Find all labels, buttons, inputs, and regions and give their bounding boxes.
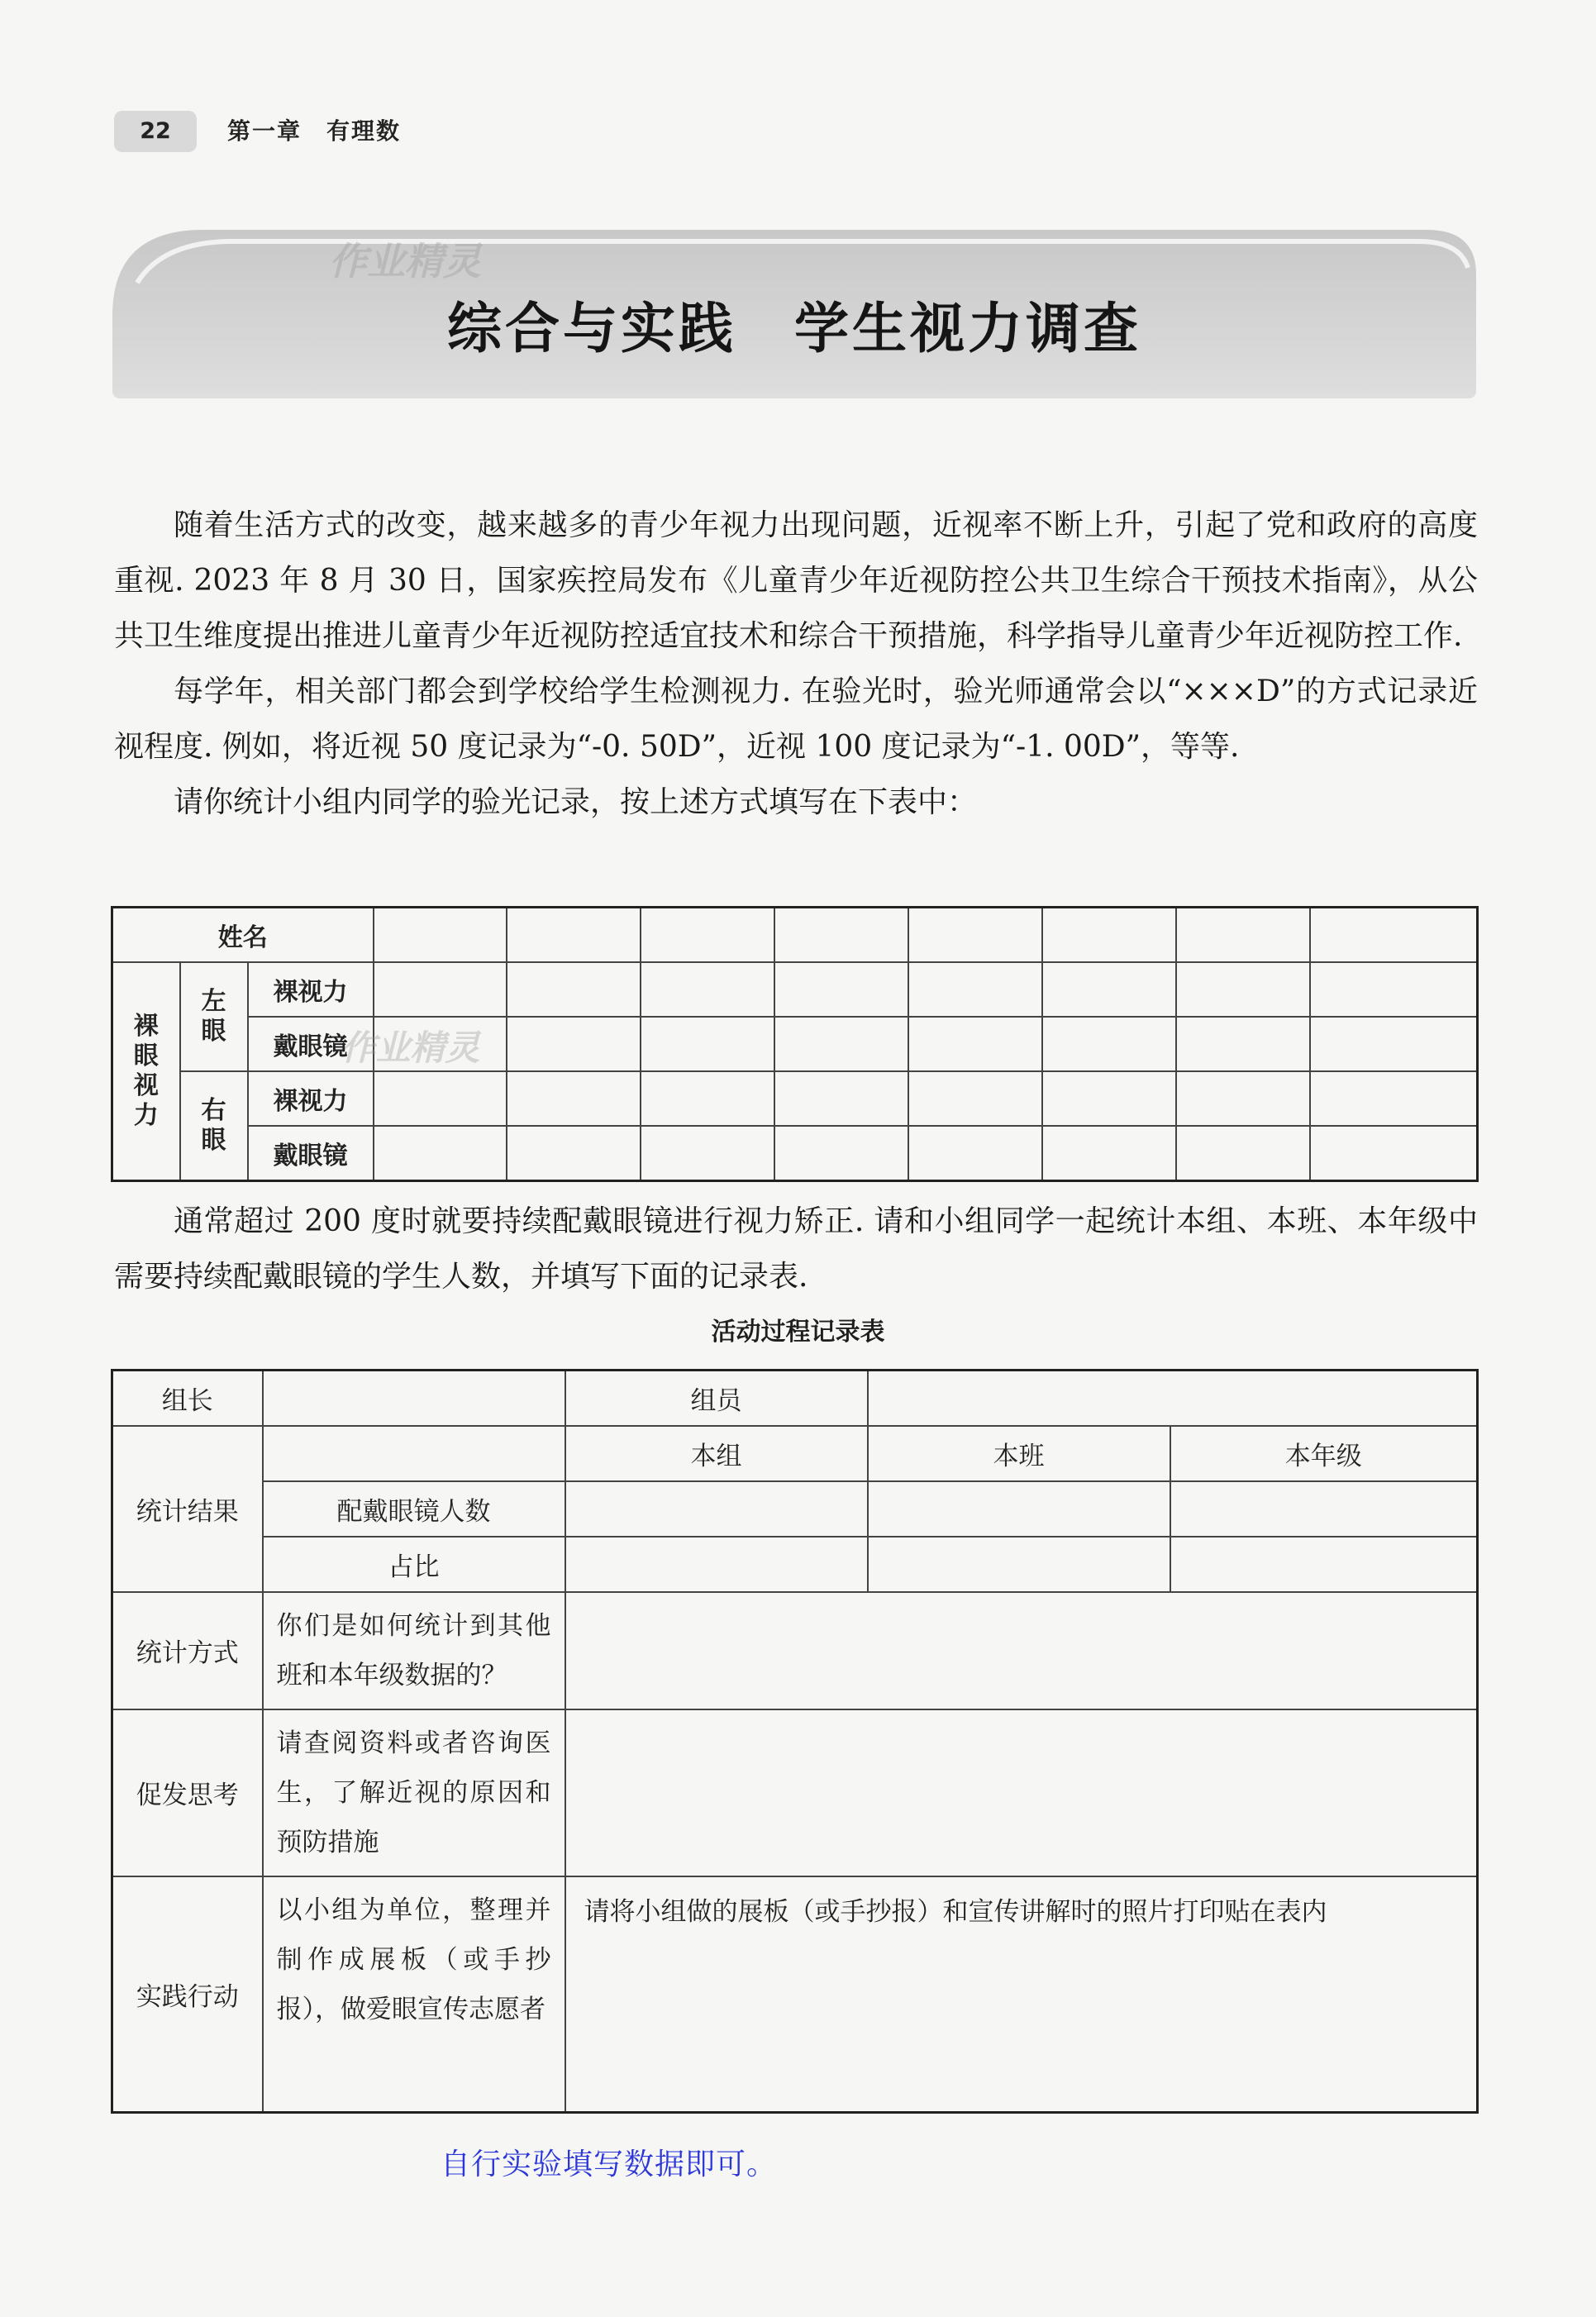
value-cell[interactable] bbox=[908, 1126, 1042, 1181]
stats-method-label: 统计方式 bbox=[112, 1592, 263, 1709]
glasses-label: 戴眼镜 bbox=[248, 1017, 374, 1071]
intro-paragraph-1: 随着生活方式的改变，越来越多的青少年视力出现问题，近视率不断上升，引起了党和政府的高度重视. 2023 年 8 月 30 日，国家疾控局发布《儿童青少年近视防控公共卫生综合干预技术指南》，从公共卫生维度提出推进儿童青少年近视防控适宜技术和综合干预措施，科学指导儿童青少年近视防控工作. bbox=[114, 508, 1478, 653]
name-cell[interactable] bbox=[908, 908, 1042, 963]
stats-result-label: 统计结果 bbox=[112, 1426, 263, 1592]
naked-vision-label: 裸 眼 视 力 bbox=[112, 962, 180, 1181]
value-cell[interactable] bbox=[641, 1126, 774, 1181]
practice-note[interactable]: 请将小组做的展板（或手抄报）和宣传讲解时的照片打印贴在表内 bbox=[565, 1876, 1478, 2113]
col-grade-header: 本年级 bbox=[1170, 1426, 1478, 1481]
value-cell[interactable] bbox=[507, 962, 641, 1017]
value-cell[interactable] bbox=[1176, 1017, 1310, 1071]
table-row bbox=[112, 962, 1478, 1017]
value-cell[interactable] bbox=[1310, 1017, 1477, 1071]
name-cell[interactable] bbox=[507, 908, 641, 963]
value-cell[interactable] bbox=[507, 1071, 641, 1126]
value-cell[interactable] bbox=[774, 962, 908, 1017]
value-cell[interactable] bbox=[908, 962, 1042, 1017]
value-cell[interactable] bbox=[774, 1071, 908, 1126]
blank-header-cell bbox=[263, 1426, 565, 1481]
naked-label: 裸视力 bbox=[248, 962, 374, 1017]
practice-label: 实践行动 bbox=[112, 1876, 263, 2113]
value-cell[interactable] bbox=[641, 1017, 774, 1071]
naked-label: 裸视力 bbox=[248, 1071, 374, 1126]
value-cell[interactable] bbox=[507, 1126, 641, 1181]
reflection-question: 请查阅资料或者咨询医生，了解近视的原因和预防措施 bbox=[263, 1709, 565, 1876]
intro-paragraph-3: 请你统计小组内同学的验光记录，按上述方式填写在下表中： bbox=[174, 785, 978, 819]
value-cell[interactable] bbox=[774, 1017, 908, 1071]
table-row bbox=[112, 1537, 1478, 1592]
value-cell[interactable] bbox=[1170, 1537, 1478, 1592]
chapter-title: 第一章 有理数 bbox=[227, 117, 402, 145]
value-cell[interactable] bbox=[1176, 1126, 1310, 1181]
name-cell[interactable] bbox=[1042, 908, 1176, 963]
table-row bbox=[112, 1126, 1478, 1181]
members-label: 组员 bbox=[565, 1371, 868, 1426]
answer-note: 自行实验填写数据即可。 bbox=[441, 2148, 778, 2181]
name-cell[interactable] bbox=[1310, 908, 1477, 963]
value-cell[interactable] bbox=[868, 1481, 1170, 1537]
vision-record-table bbox=[111, 906, 1479, 1182]
ratio-label: 占比 bbox=[263, 1537, 565, 1592]
intro-paragraph-2: 每学年，相关部门都会到学校给学生检测视力. 在验光时，验光师通常会以“×××D”的方式记录近视程度. 例如，将近视 50 度记录为“-0. 50D”，近视 100 度记录为“-1. 00D”，等等. bbox=[114, 675, 1478, 764]
value-cell[interactable] bbox=[1042, 1071, 1176, 1126]
table-row bbox=[112, 1371, 1478, 1426]
value-cell[interactable] bbox=[374, 1126, 507, 1181]
value-cell[interactable] bbox=[1310, 1071, 1477, 1126]
value-cell[interactable] bbox=[1310, 1126, 1477, 1181]
name-cell[interactable] bbox=[641, 908, 774, 963]
col-group-header: 本组 bbox=[565, 1426, 868, 1481]
col-class-header: 本班 bbox=[868, 1426, 1170, 1481]
value-cell[interactable] bbox=[641, 962, 774, 1017]
intro-text bbox=[114, 498, 1478, 830]
table-row bbox=[112, 1426, 1478, 1481]
glasses-count-label: 配戴眼镜人数 bbox=[263, 1481, 565, 1537]
name-cell[interactable] bbox=[774, 908, 908, 963]
value-cell[interactable] bbox=[641, 1071, 774, 1126]
reflection-label: 促发思考 bbox=[112, 1709, 263, 1876]
record-table-caption: 活动过程记录表 bbox=[711, 1318, 885, 1347]
watermark: 作业精灵 bbox=[341, 1027, 480, 1068]
value-cell[interactable] bbox=[908, 1071, 1042, 1126]
members-input[interactable] bbox=[868, 1371, 1478, 1426]
glasses-label: 戴眼镜 bbox=[248, 1126, 374, 1181]
value-cell[interactable] bbox=[374, 962, 507, 1017]
activity-record-table bbox=[111, 1369, 1479, 2114]
value-cell[interactable] bbox=[774, 1126, 908, 1181]
value-cell[interactable] bbox=[341, 1017, 507, 1071]
value-cell[interactable] bbox=[507, 1017, 641, 1071]
leader-label: 组长 bbox=[112, 1371, 263, 1426]
value-cell[interactable] bbox=[565, 1537, 868, 1592]
answer-cell[interactable] bbox=[565, 1592, 1478, 1709]
value-cell[interactable] bbox=[1170, 1481, 1478, 1537]
value-cell[interactable] bbox=[374, 1071, 507, 1126]
name-cell[interactable] bbox=[374, 908, 507, 963]
value-cell[interactable] bbox=[1176, 962, 1310, 1017]
section-banner bbox=[112, 225, 1476, 398]
middle-text bbox=[114, 1194, 1478, 1304]
value-cell[interactable] bbox=[1042, 962, 1176, 1017]
right-eye-label: 右 眼 bbox=[180, 1071, 248, 1181]
value-cell[interactable] bbox=[868, 1537, 1170, 1592]
name-cell[interactable] bbox=[1176, 908, 1310, 963]
table-row bbox=[112, 1592, 1478, 1709]
answer-cell[interactable] bbox=[565, 1709, 1478, 1876]
table-row bbox=[112, 1481, 1478, 1537]
middle-paragraph: 通常超过 200 度时就要持续配戴眼镜进行视力矫正. 请和小组同学一起统计本组、本班、本年级中需要持续配戴眼镜的学生人数，并填写下面的记录表. bbox=[114, 1204, 1478, 1294]
value-cell[interactable] bbox=[565, 1481, 868, 1537]
table-row bbox=[112, 1876, 1478, 2113]
watermark: 作业精灵 bbox=[329, 239, 481, 284]
table-row bbox=[112, 1709, 1478, 1876]
value-cell[interactable] bbox=[1310, 962, 1477, 1017]
value-cell[interactable] bbox=[1042, 1017, 1176, 1071]
name-header: 姓名 bbox=[112, 908, 374, 963]
table-row bbox=[112, 908, 1478, 963]
practice-question: 以小组为单位，整理并制作成展板（或手抄报），做爱眼宣传志愿者 bbox=[263, 1876, 565, 2113]
value-cell[interactable] bbox=[908, 1017, 1042, 1071]
page-number: 22 bbox=[114, 111, 197, 152]
page-title: 综合与实践 学生视力调查 bbox=[447, 296, 1141, 360]
left-eye-label: 左 眼 bbox=[180, 962, 248, 1071]
leader-input[interactable] bbox=[263, 1371, 565, 1426]
table-row bbox=[112, 1017, 1478, 1071]
value-cell[interactable] bbox=[1176, 1071, 1310, 1126]
stats-method-question: 你们是如何统计到其他班和本年级数据的？ bbox=[263, 1592, 565, 1709]
table-row bbox=[112, 1071, 1478, 1126]
value-cell[interactable] bbox=[1042, 1126, 1176, 1181]
